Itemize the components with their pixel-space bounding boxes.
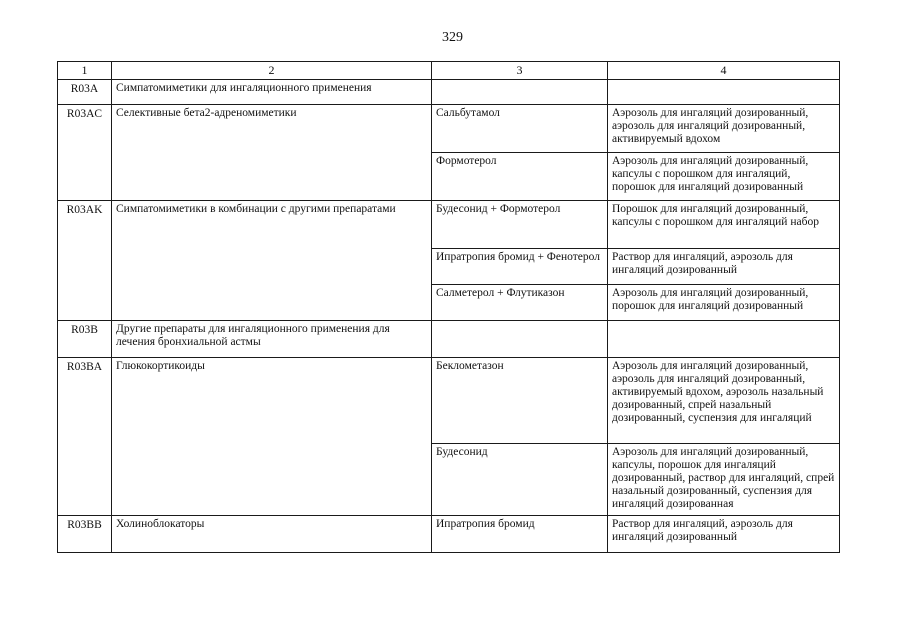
drug-cell: Будесонид <box>432 444 608 516</box>
group-cell: Симпатомиметики в комбинации с другими препаратами <box>112 201 432 321</box>
column-header: 1 <box>58 62 112 80</box>
table-row <box>58 321 840 358</box>
atc-code-cell: R03AC <box>58 105 112 201</box>
column-header: 4 <box>608 62 840 80</box>
atc-code-cell: R03BB <box>58 516 112 553</box>
dosage-form-cell: Раствор для ингаляций, аэрозоль для ингаляций дозированный <box>608 249 840 285</box>
atc-code-cell: R03B <box>58 321 112 358</box>
dosage-form-cell <box>608 321 840 358</box>
column-header: 2 <box>112 62 432 80</box>
drug-cell: Будесонид + Формотерол <box>432 201 608 249</box>
atc-code-cell: R03BA <box>58 358 112 516</box>
drug-cell: Сальбутамол <box>432 105 608 153</box>
table-row <box>58 105 840 153</box>
dosage-form-cell: Аэрозоль для ингаляций дозированный, капсулы, порошок для ингаляций дозированный, раствор для ингаляций, спрей назальный дозированный, суспензия для ингаляций дозированная <box>608 444 840 516</box>
drug-cell: Салметерол + Флутиказон <box>432 285 608 321</box>
table-row <box>58 80 840 105</box>
drug-cell: Ипратропия бромид <box>432 516 608 553</box>
dosage-form-cell: Аэрозоль для ингаляций дозированный, капсулы с порошком для ингаляций, порошок для ингаляций дозированный <box>608 153 840 201</box>
column-header: 3 <box>432 62 608 80</box>
drug-cell: Ипратропия бромид + Фенотерол <box>432 249 608 285</box>
dosage-form-cell <box>608 80 840 105</box>
drug-cell: Формотерол <box>432 153 608 201</box>
dosage-form-cell: Порошок для ингаляций дозированный, капсулы с порошком для ингаляций набор <box>608 201 840 249</box>
group-cell: Другие препараты для ингаляционного применения для лечения бронхиальной астмы <box>112 321 432 358</box>
drug-cell <box>432 80 608 105</box>
drug-cell: Беклометазон <box>432 358 608 444</box>
group-cell: Глюкокортикоиды <box>112 358 432 516</box>
dosage-form-cell: Раствор для ингаляций, аэрозоль для ингаляций дозированный <box>608 516 840 553</box>
group-cell: Холиноблокаторы <box>112 516 432 553</box>
atc-code-cell: R03A <box>58 80 112 105</box>
group-cell: Селективные бета2-адреномиметики <box>112 105 432 201</box>
drug-table <box>57 61 840 553</box>
table-header-row <box>58 62 840 80</box>
page-number: 329 <box>442 30 463 45</box>
atc-code-cell: R03AK <box>58 201 112 321</box>
table-row <box>58 358 840 444</box>
dosage-form-cell: Аэрозоль для ингаляций дозированный, аэрозоль для ингаляций дозированный, активируемый вдохом, аэрозоль назальный дозированный, спрей назальный дозированный, суспензия для ингаляций <box>608 358 840 444</box>
dosage-form-cell: Аэрозоль для ингаляций дозированный, порошок для ингаляций дозированный <box>608 285 840 321</box>
drug-cell <box>432 321 608 358</box>
dosage-form-cell: Аэрозоль для ингаляций дозированный, аэрозоль для ингаляций дозированный, активируемый вдохом <box>608 105 840 153</box>
table-row <box>58 516 840 553</box>
table-row <box>58 201 840 249</box>
group-cell: Симпатомиметики для ингаляционного применения <box>112 80 432 105</box>
